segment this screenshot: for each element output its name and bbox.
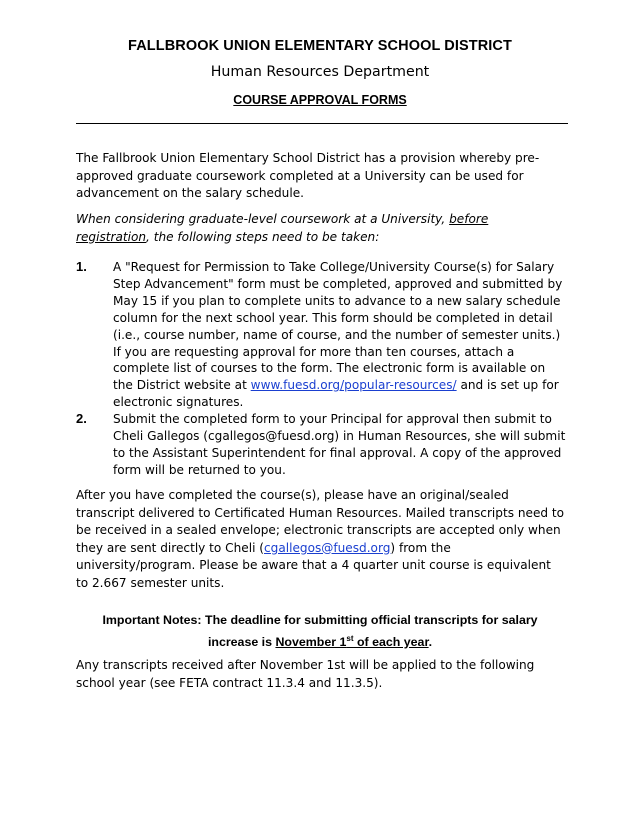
- instruction-text-end: , the following steps need to be taken:: [146, 229, 380, 244]
- instruction-paragraph: [76, 211, 566, 246]
- transcripts-text-start: After you have completed the course(s), please have an original/sealed transcript delivered to Certificated Human Resources. Mailed transcripts need to be received in a sealed envelope; electronic transcripts are accepted only when they are sent directly to Cheli (: [76, 488, 565, 555]
- district-title: FALLBROOK UNION ELEMENTARY SCHOOL DISTRICT: [128, 38, 512, 54]
- important-notes: [0, 612, 640, 651]
- deadline-tail: of each year: [353, 634, 429, 649]
- deadline-date: [275, 635, 428, 649]
- page-heading: COURSE APPROVAL FORMS: [233, 93, 407, 107]
- transcripts-text-end: ) from the university/program. Please be aware that a 4 quarter unit course is equivalent to 2.667 semester units.: [76, 540, 551, 590]
- instruction-text-start: When considering graduate-level coursework at a University,: [76, 212, 450, 226]
- before-registration-emphasis: before registration: [76, 212, 489, 244]
- step-number-1: 1.: [76, 259, 87, 274]
- deadline-month-day: November 1: [275, 634, 347, 649]
- late-transcripts-paragraph: Any transcripts received after November 1st will be applied to the following school year (see FETA contract 11.3.4 and 11.3.5).: [76, 658, 535, 690]
- step-1-end: and is set up for electronic signatures.: [113, 378, 559, 410]
- step-text-2: Submit the completed form to your Principal for approval then submit to Cheli Gallegos (cgallegos@fuesd.org) in Human Resources, she will submit to the Assistant Superintendent for final approval. A copy of the approved form will be returned to you.: [113, 412, 566, 477]
- horizontal-divider: [76, 123, 568, 124]
- deadline-ordinal: st: [346, 633, 354, 643]
- important-notes-end: .: [428, 634, 433, 649]
- step-number-2: 2.: [76, 411, 87, 426]
- intro-paragraph: The Fallbrook Union Elementary School District has a provision whereby pre-approved graduate coursework completed at a University can be used for advancement on the salary schedule.: [76, 151, 540, 201]
- department-name: Human Resources Department: [210, 64, 430, 80]
- transcripts-paragraph: [76, 487, 566, 593]
- step-1-body: A "Request for Permission to Take College/University Course(s) for Salary Step Advancement" form must be completed, approved and submitted by May 15 if you plan to complete units to advance to a new salary schedule column for the next school year. This form should be completed in detail (i.e., course number, name of course, and the number of semester units.) If you are requesting approval for more than ten courses, attach a complete list of courses to the form. The electronic form is available on the District website at: [113, 260, 563, 393]
- website-link[interactable]: www.fuesd.org/popular-resources/: [250, 378, 457, 393]
- step-text-1: [113, 259, 568, 411]
- important-notes-lead: Important Notes: The deadline for submitting official transcripts for salary increase is: [102, 613, 538, 649]
- email-link[interactable]: cgallegos@fuesd.org: [264, 540, 391, 555]
